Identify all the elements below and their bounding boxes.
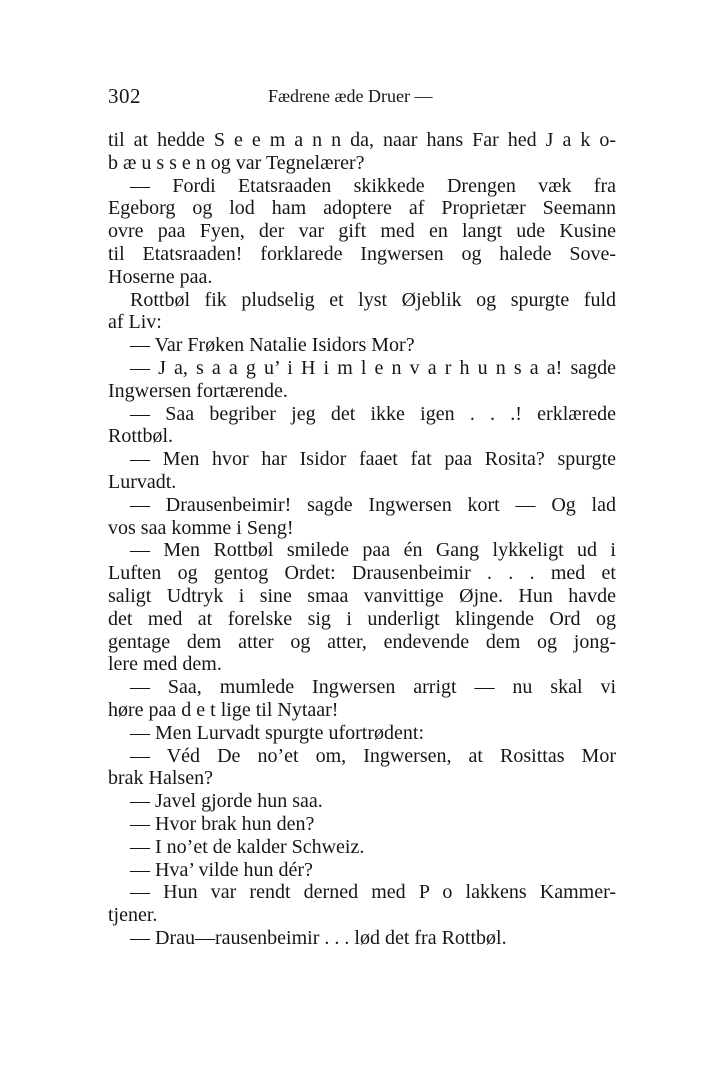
text-line: — Men Rottbøl smilede paa én Gang lykkeligt ud i (130, 539, 616, 562)
text-line: Hoserne paa. (108, 265, 213, 288)
text-line: brak Halsen? (108, 767, 213, 790)
text-line: høre paa d e t lige til Nytaar! (108, 698, 339, 721)
text-line: — Saa begriber jeg det ikke igen . . .! erklærede (130, 402, 616, 425)
text-line: lere med dem. (108, 653, 222, 676)
text-line: ovre paa Fyen, der var gift med en langt ude Kusine (108, 220, 616, 243)
text-line: Lurvadt. (108, 470, 177, 493)
text-line: — Var Frøken Natalie Isidors Mor? (130, 334, 415, 357)
text-line: b æ u s s e n og var Tegnelærer? (108, 151, 365, 174)
text-line: Ingwersen fortærende. (108, 379, 288, 402)
text-line: — Véd De no’et om, Ingwersen, at Rosittas Mor (130, 744, 616, 767)
text-line: Rottbøl. (108, 425, 174, 448)
text-line: — Fordi Etatsraaden skikkede Drengen væk fra (130, 174, 616, 197)
text-line: af Liv: (108, 311, 162, 334)
text-line: gentage dem atter og atter, endevende dem og jong- (108, 630, 616, 653)
running-title: Fædrene æde Druer — (268, 86, 433, 106)
text-line: — Men Lurvadt spurgte ufortrødent: (130, 721, 425, 744)
text-line: — Drau—rausenbeimir . . . lød det fra Rottbøl. (130, 926, 507, 949)
text-line: — Men hvor har Isidor faaet fat paa Rosita? spurgte (130, 448, 616, 471)
text-line: — Javel gjorde hun saa. (130, 790, 323, 813)
text-line: saligt Udtryk i sine smaa vanvittige Øjne. Hun havde (108, 584, 616, 607)
text-line: tjener. (108, 904, 158, 927)
text-line: — Hun var rendt derned med P o lakkens Kammer- (130, 881, 616, 904)
text-line: — Hvor brak hun den? (130, 812, 315, 835)
text-line: Luften og gentog Ordet: Drausenbeimir . . . med et (108, 562, 616, 585)
text-line: det med at forelske sig i underligt klingende Ord og (108, 607, 616, 630)
text-line: — Saa, mumlede Ingwersen arrigt — nu skal vi (130, 676, 616, 699)
text-line: til at hedde S e e m a n n da, naar hans Far hed J a k o- (108, 129, 616, 151)
body-text (108, 129, 616, 950)
text-line: — J a, s a a g u’ i H i m l e n v a r h u n s a a! sagde (130, 356, 616, 379)
text-line: vos saa komme i Seng! (108, 516, 294, 539)
text-line: Rottbøl fik pludselig et lyst Øjeblik og spurgte fuld (130, 288, 616, 311)
page-header (108, 84, 616, 114)
text-line: — Hva’ vilde hun dér? (130, 858, 313, 881)
page-number: 302 (108, 84, 141, 108)
text-line: Egeborg og lod ham adoptere af Proprietær Seemann (108, 197, 616, 220)
text-line: til Etatsraaden! forklarede Ingwersen og halede Sove- (108, 242, 616, 265)
text-line: — Drausenbeimir! sagde Ingwersen kort — Og lad (130, 493, 616, 516)
text-line: — I no’et de kalder Schweiz. (130, 835, 365, 858)
